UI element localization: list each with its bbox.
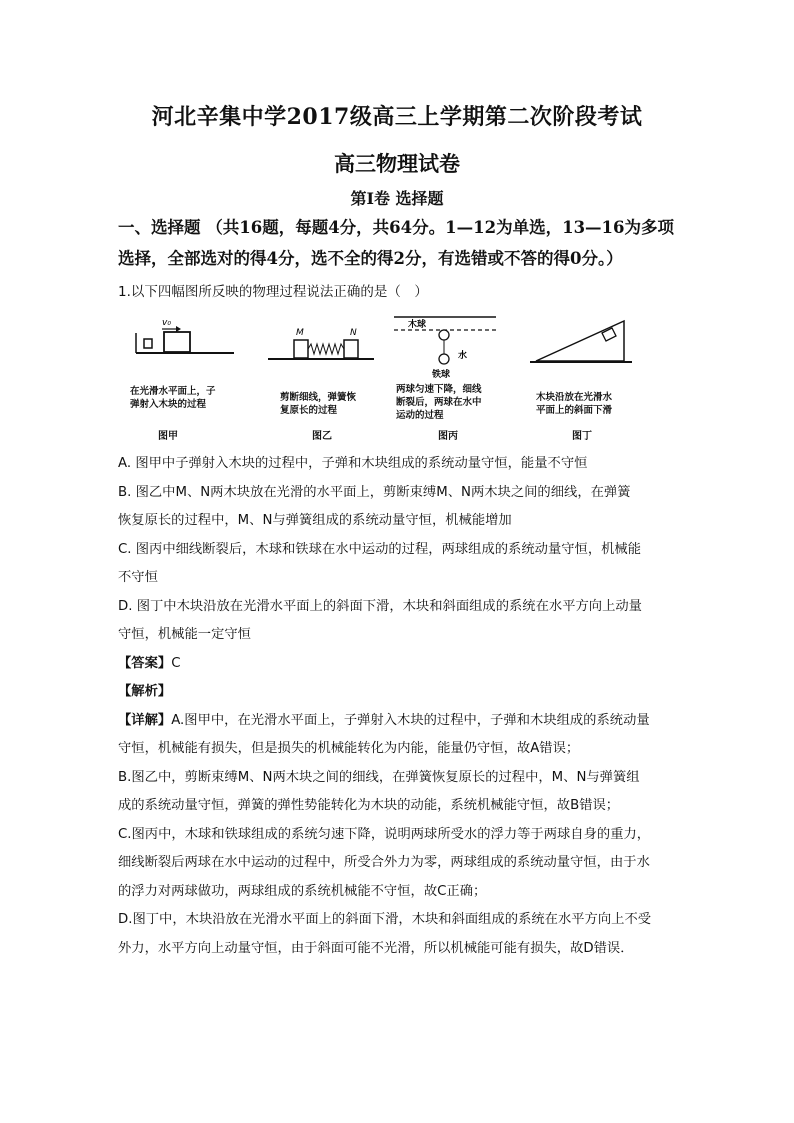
wood-block	[164, 332, 190, 352]
m-label: M	[296, 328, 304, 338]
answer-value: C	[171, 655, 181, 671]
block-m	[294, 340, 308, 358]
option-b-line1: B. 图乙中M、N两木块放在光滑的水平面上，剪断束缚M、N两木块之间的细线，在弹簧	[118, 484, 631, 500]
bullet	[144, 339, 152, 348]
velocity-label: v₀	[162, 318, 171, 328]
detail-a-line1: 【详解】A.图甲中，在光滑水平面上，子弹射入木块的过程中，子弹和木块组成的系统动量	[118, 712, 650, 728]
answer-line	[118, 650, 678, 679]
figure-caption: 剪断细线，弹簧恢 复原长的过程	[280, 392, 357, 416]
figure-row	[118, 313, 678, 443]
detail-tag: 【详解】	[118, 712, 172, 728]
detail-b-line1: B.图乙中，剪断束缚M、N两木块之间的细线，在弹簧恢复原长的过程中，M、N与弹簧组	[118, 769, 640, 785]
answer-tag: 【答案】	[118, 655, 172, 671]
incline	[536, 321, 624, 361]
water-label: 水	[458, 351, 468, 361]
figure-jia	[124, 313, 244, 443]
iron-ball	[439, 354, 449, 364]
figure-ding	[528, 313, 658, 443]
analysis-tag: 【解析】	[118, 684, 172, 699]
incline-diagram	[528, 313, 658, 373]
detail-d-line1: D.图丁中，木块沿放在光滑水平面上的斜面下滑，木块和斜面组成的系统在水平方向上不受	[118, 912, 652, 927]
wood-ball	[439, 330, 449, 340]
exam-subtitle: 高三物理试卷	[334, 151, 460, 176]
figure-caption: 两球匀速下降，细线 断裂后，两球在水中 运动的过程	[396, 384, 482, 421]
detail-d-line2: 外力，水平方向上动量守恒，由于斜面可能不光滑，所以机械能可能有损失，故D错误．	[118, 940, 634, 956]
iron-ball-label: 铁球	[432, 370, 451, 380]
option-b-line2: 恢复原长的过程中，M、N与弹簧组成的系统动量守恒，机械能增加	[118, 513, 512, 528]
block-n	[344, 340, 358, 358]
balls-in-water-diagram	[392, 313, 512, 385]
figure-label: 图丁	[572, 431, 592, 442]
detail-a-line2: 守恒，机械能有损失，但是损失的机械能转化为内能，能量仍守恒，故A错误；	[118, 741, 580, 756]
question-body	[118, 450, 678, 963]
section-instructions: 一、选择题 （共16题，每题4分，共64分。1—12为单选，13—16为多项选择，全部选对的得4分，选不全的得2分，有选错或不答的得0分。）	[118, 218, 675, 268]
analysis-line	[118, 678, 678, 707]
figure-label: 图乙	[312, 431, 332, 442]
spring	[308, 344, 344, 354]
option-c-line2: 不守恒	[118, 570, 158, 585]
figure-label: 图甲	[158, 431, 178, 442]
exam-title: 河北辛集中学2017级高三上学期第二次阶段考试	[151, 104, 643, 130]
detail-c-line3: 的浮力对两球做功，两球组成的系统机械能不守恒，故C正确；	[118, 883, 487, 899]
bullet-block-diagram	[124, 313, 244, 383]
detail-b-line2: 成的系统动量守恒，弹簧的弹性势能转化为木块的动能，系统机械能守恒，故B错误；	[118, 798, 620, 813]
figure-bing	[392, 313, 512, 443]
figure-yi	[264, 313, 384, 443]
detail-c-line1: C.图丙中，木球和铁球组成的系统匀速下降，说明两球所受水的浮力等于两球自身的重力，	[118, 826, 651, 842]
figure-label: 图丙	[438, 431, 458, 442]
option-c-line1: C. 图丙中细线断裂后，木球和铁球在水中运动的过程，两球组成的系统动量守恒，机械能	[118, 541, 642, 557]
option-d-line1: D. 图丁中木块沿放在光滑水平面上的斜面下滑，木块和斜面组成的系统在水平方向上动量	[118, 598, 642, 614]
wood-ball-label: 木球	[408, 320, 427, 330]
figure-caption: 木块沿放在光滑水 平面上的斜面下滑	[536, 392, 613, 416]
option-d-line2: 守恒，机械能一定守恒	[118, 627, 251, 642]
n-label: N	[350, 328, 357, 338]
figure-caption: 在光滑水平面上，子 弹射入木块的过程	[130, 386, 216, 410]
detail-c-line2: 细线断裂后两球在水中运动的过程中，所受合外力为零，两球组成的系统动量守恒，由于水	[118, 855, 650, 870]
question-stem: 1.以下四幅图所反映的物理过程说法正确的是（ ）	[118, 284, 428, 300]
option-a: A. 图甲中子弹射入木块的过程中，子弹和木块组成的系统动量守恒，能量不守恒	[118, 456, 588, 471]
part-heading: 第Ⅰ卷 选择题	[350, 189, 444, 208]
spring-blocks-diagram	[264, 313, 384, 383]
